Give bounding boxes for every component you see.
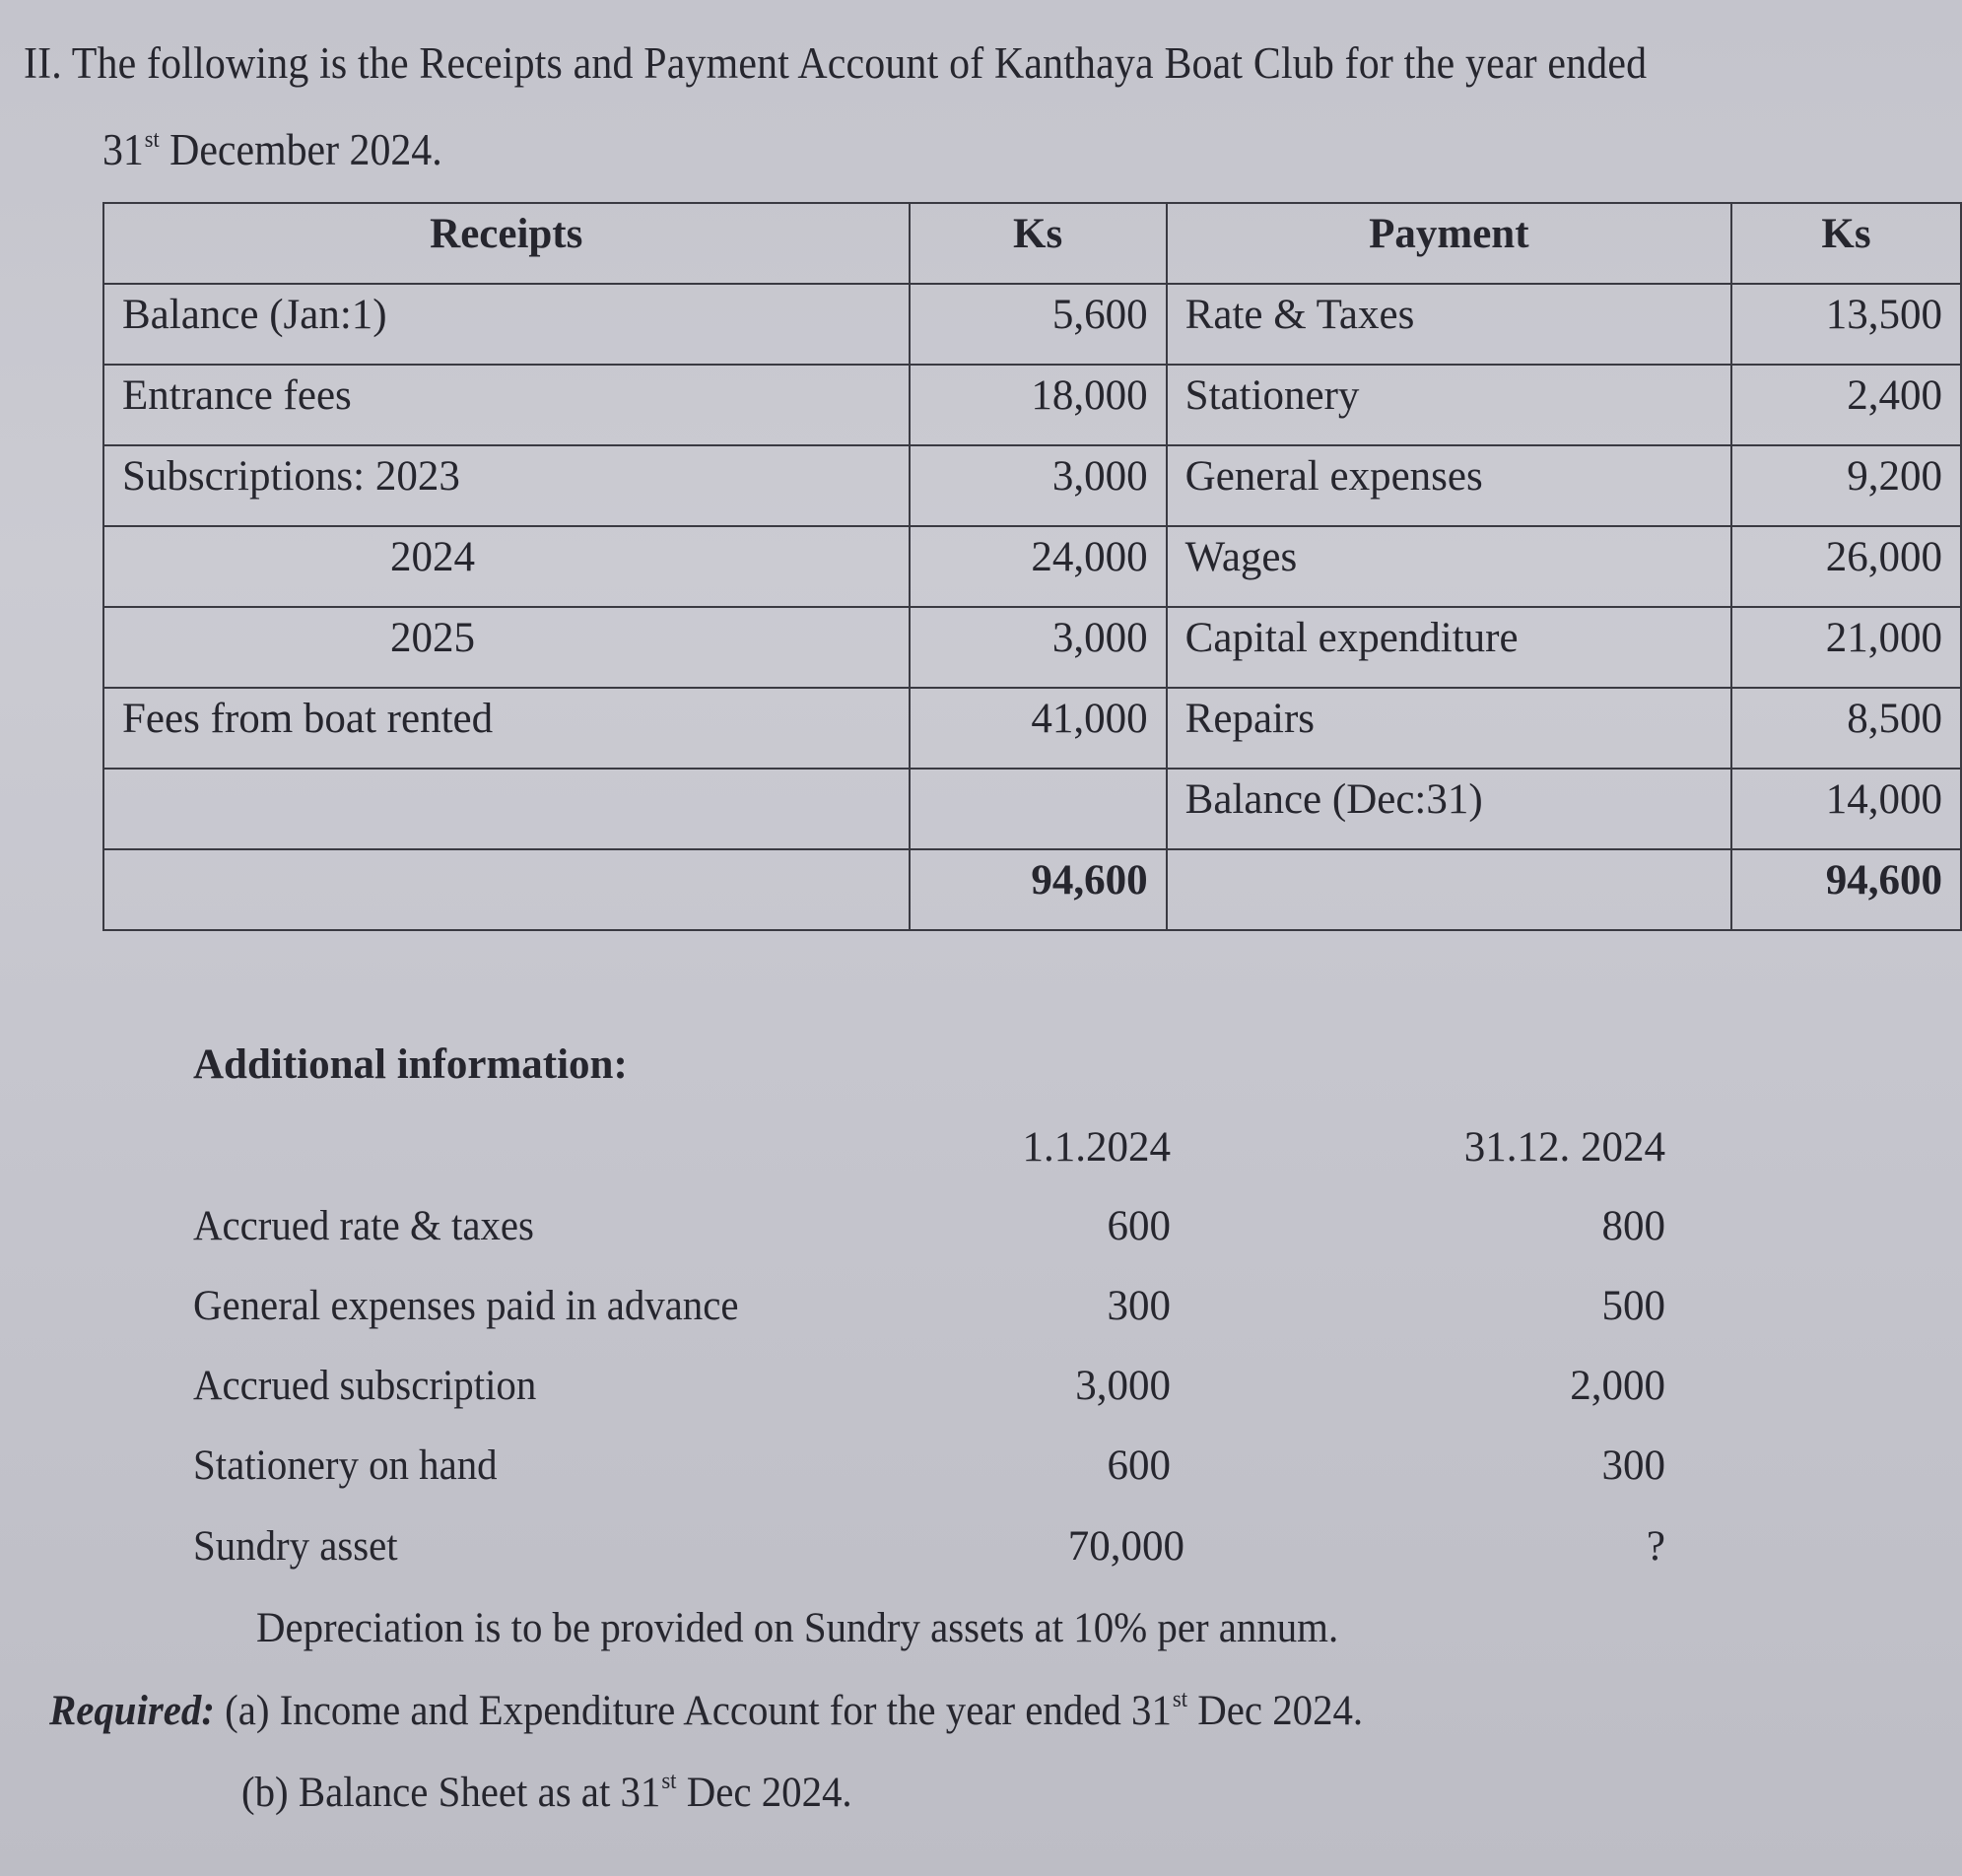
question-heading bbox=[24, 37, 1647, 89]
payment-label: Rate & Taxes bbox=[1167, 284, 1731, 365]
additional-info-item bbox=[193, 1522, 1671, 1581]
additional-info-item bbox=[193, 1362, 1671, 1421]
col-header-opening: 1.1.2024 bbox=[1022, 1124, 1171, 1171]
receipt-total: 94,600 bbox=[910, 849, 1167, 930]
payment-label: General expenses bbox=[1167, 445, 1731, 526]
item-closing: ? bbox=[1646, 1523, 1665, 1570]
payment-amount: 9,200 bbox=[1731, 445, 1961, 526]
question-heading-date: 31st December 2024. bbox=[102, 125, 442, 174]
additional-info-item bbox=[193, 1441, 1671, 1501]
receipt-amount: 18,000 bbox=[910, 365, 1167, 445]
payment-total: 94,600 bbox=[1731, 849, 1961, 930]
receipt-amount: 3,000 bbox=[910, 445, 1167, 526]
payment-amount: 21,000 bbox=[1731, 607, 1961, 688]
header-payment-ks: Ks bbox=[1731, 203, 1961, 284]
payment-label: Repairs bbox=[1167, 688, 1731, 769]
receipt-total-label bbox=[103, 849, 910, 930]
additional-info-item bbox=[193, 1282, 1671, 1341]
item-label: Accrued rate & taxes bbox=[193, 1203, 534, 1249]
table-row bbox=[103, 445, 1961, 526]
receipts-payment-table bbox=[102, 202, 1962, 931]
table-header-row bbox=[103, 203, 1961, 284]
payment-amount: 26,000 bbox=[1731, 526, 1961, 607]
table-row bbox=[103, 526, 1961, 607]
item-closing: 2,000 bbox=[1570, 1363, 1665, 1409]
header-receipts-ks: Ks bbox=[910, 203, 1167, 284]
required-part-a: Required: (a) Income and Expenditure Account for the year ended 31st Dec 2024. bbox=[49, 1687, 1364, 1734]
item-label: Accrued subscription bbox=[193, 1363, 537, 1409]
header-payment: Payment bbox=[1167, 203, 1731, 284]
item-label: Stationery on hand bbox=[193, 1442, 498, 1489]
table-row bbox=[103, 688, 1961, 769]
receipt-label: Fees from boat rented bbox=[103, 688, 910, 769]
additional-info-title: Additional information: bbox=[193, 1041, 628, 1088]
item-opening: 600 bbox=[1107, 1203, 1171, 1249]
receipt-amount bbox=[910, 769, 1167, 849]
item-label: Sundry asset bbox=[193, 1523, 398, 1570]
payment-total-label bbox=[1167, 849, 1731, 930]
receipt-amount: 24,000 bbox=[910, 526, 1167, 607]
item-label: General expenses paid in advance bbox=[193, 1283, 739, 1329]
required-label: Required: bbox=[49, 1688, 215, 1734]
payment-amount: 2,400 bbox=[1731, 365, 1961, 445]
receipt-label: Subscriptions: 2023 bbox=[103, 445, 910, 526]
receipt-amount: 5,600 bbox=[910, 284, 1167, 365]
table-row bbox=[103, 607, 1961, 688]
depreciation-note: Depreciation is to be provided on Sundry assets at 10% per annum. bbox=[256, 1605, 1339, 1651]
payment-amount: 14,000 bbox=[1731, 769, 1961, 849]
item-opening: 3,000 bbox=[1075, 1363, 1171, 1409]
col-header-closing: 31.12. 2024 bbox=[1463, 1124, 1665, 1171]
receipt-label: 2025 bbox=[103, 607, 910, 688]
table-total-row bbox=[103, 849, 1961, 930]
item-closing: 500 bbox=[1601, 1283, 1665, 1329]
item-opening: 300 bbox=[1107, 1283, 1171, 1329]
payment-label: Balance (Dec:31) bbox=[1167, 769, 1731, 849]
receipt-amount: 41,000 bbox=[910, 688, 1167, 769]
receipt-label: Entrance fees bbox=[103, 365, 910, 445]
payment-label: Wages bbox=[1167, 526, 1731, 607]
payment-amount: 8,500 bbox=[1731, 688, 1961, 769]
receipt-label: Balance (Jan:1) bbox=[103, 284, 910, 365]
receipt-label: 2024 bbox=[103, 526, 910, 607]
receipt-label bbox=[103, 769, 910, 849]
table-row bbox=[103, 284, 1961, 365]
item-opening: 70,000 bbox=[1067, 1523, 1184, 1570]
question-heading-text: II. The following is the Receipts and Payment Account of Kanthaya Boat Club for the year ended bbox=[24, 38, 1648, 88]
item-closing: 300 bbox=[1601, 1442, 1665, 1489]
table-row bbox=[103, 365, 1961, 445]
item-closing: 800 bbox=[1601, 1203, 1665, 1249]
table-row bbox=[103, 769, 1961, 849]
payment-label: Stationery bbox=[1167, 365, 1731, 445]
item-opening: 600 bbox=[1107, 1442, 1171, 1489]
required-part-b: (b) Balance Sheet as at 31st Dec 2024. bbox=[241, 1769, 852, 1816]
receipt-amount: 3,000 bbox=[910, 607, 1167, 688]
additional-info-item bbox=[193, 1202, 1671, 1261]
payment-amount: 13,500 bbox=[1731, 284, 1961, 365]
payment-label: Capital expenditure bbox=[1167, 607, 1731, 688]
additional-info-column-headers bbox=[193, 1123, 1671, 1182]
header-receipts: Receipts bbox=[103, 203, 910, 284]
